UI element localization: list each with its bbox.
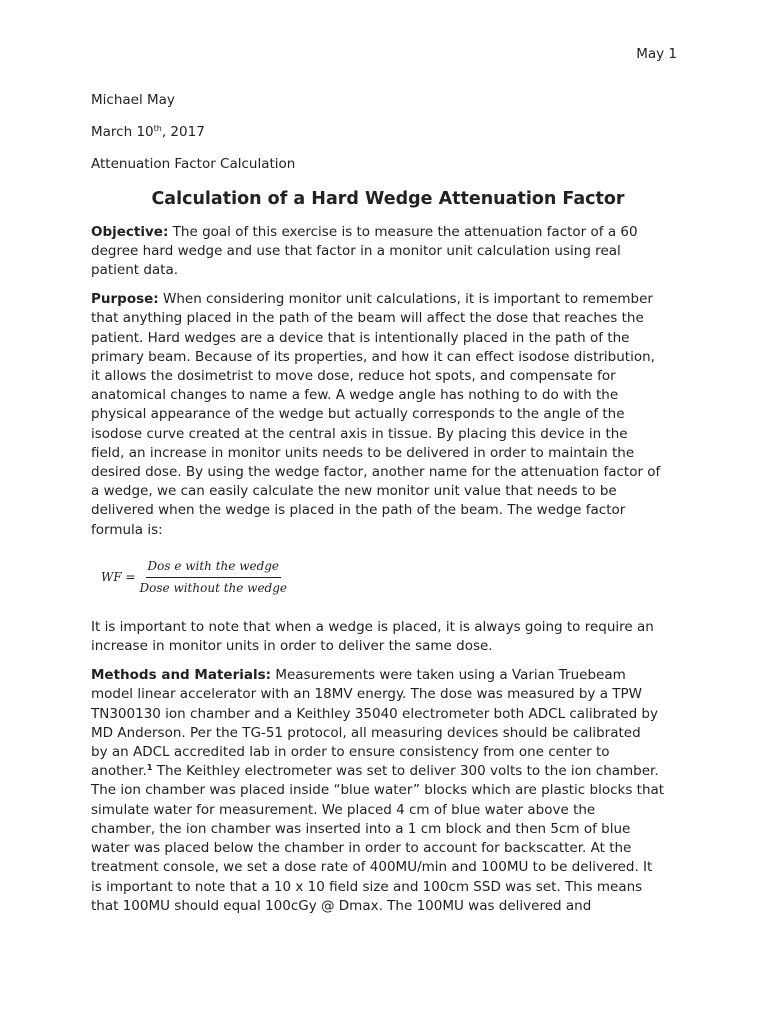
purpose-line: isodose curve created at the central axis in tissue. By placing this device in the <box>91 425 628 442</box>
formula-denominator: Dose without the wedge <box>139 581 288 596</box>
purpose-line: physical appearance of the wedge but actually corresponds to the angle of the <box>91 406 625 423</box>
objective-line: degree hard wedge and use that factor in a monitor unit calculation using real <box>91 242 621 259</box>
purpose-line: patient. Hard wedges are a device that is intentionally placed in the path of the <box>91 329 630 346</box>
note-line: It is important to note that when a wedge is placed, it is always going to require an <box>91 618 654 635</box>
purpose-line: primary beam. Because of its properties, and how it can effect isodose distribution, <box>91 348 655 365</box>
wedge-factor-formula <box>101 550 685 606</box>
methods-line: chamber, the ion chamber was inserted into a 1 cm block and then 5cm of blue <box>91 820 631 837</box>
methods-line: treatment console, we set a dose rate of 400MU/min and 100MU to be delivered. It <box>91 859 653 876</box>
date-suffix: , 2017 <box>161 124 205 141</box>
methods-line: is important to note that a 10 x 10 field size and 100cm SSD was set. This means <box>91 878 643 895</box>
author-name: Michael May <box>91 92 175 108</box>
methods-line: TN300130 ion chamber and a Keithley 35040 electrometer both ADCL calibrated by <box>91 705 658 722</box>
objective-line <box>91 223 685 242</box>
objective-line: patient data. <box>91 262 179 279</box>
methods-line: that 100MU should equal 100cGy @ Dmax. The 100MU was delivered and <box>91 897 592 914</box>
formula-fraction <box>138 557 289 598</box>
running-head: May 1 <box>636 46 677 62</box>
formula-lhs: WF = <box>101 570 136 585</box>
methods-line <box>91 762 685 781</box>
footnote-reference[interactable]: 1 <box>146 763 153 773</box>
methods-line: by an ADCL accredited lab in order to ensure consistency from one center to <box>91 744 610 761</box>
purpose-label: Purpose: <box>91 291 159 308</box>
date-ordinal: th <box>153 124 162 134</box>
document-date <box>91 123 685 142</box>
methods-paragraph <box>91 666 685 916</box>
note-line: increase in monitor units in order to deliver the same dose. <box>91 638 493 655</box>
purpose-line: anatomical changes to name a few. A wedge angle has nothing to do with the <box>91 387 619 404</box>
date-prefix: March 10 <box>91 124 154 141</box>
purpose-paragraph <box>91 290 685 540</box>
methods-line: simulate water for measurement. We placed 4 cm of blue water above the <box>91 801 596 818</box>
footnote-line-prefix: another. <box>91 763 147 780</box>
document-title: Calculation of a Hard Wedge Attenuation Factor <box>151 188 625 209</box>
document-subject: Attenuation Factor Calculation <box>91 156 296 173</box>
purpose-line: desired dose. By using the wedge factor, another name for the attenuation factor of <box>91 464 661 481</box>
methods-line <box>91 666 685 685</box>
purpose-line: it allows the dosimetrist to move dose, reduce hot spots, and compensate for <box>91 368 616 385</box>
purpose-line: formula is: <box>91 521 163 538</box>
purpose-line <box>91 290 685 309</box>
note-paragraph <box>91 618 685 656</box>
objective-paragraph <box>91 223 685 281</box>
purpose-line: delivered when the wedge is placed in the path of the beam. The wedge factor <box>91 502 626 519</box>
formula-numerator: Dos e with the wedge <box>146 557 282 578</box>
document-body <box>91 91 685 926</box>
purpose-line: field, an increase in monitor units needs to be delivered in order to maintain the <box>91 444 635 461</box>
purpose-line: a wedge, we can easily calculate the new monitor unit value that needs to be <box>91 483 617 500</box>
methods-line: model linear accelerator with an 18MV energy. The dose was measured by a TPW <box>91 686 642 703</box>
methods-line: The ion chamber was placed inside “blue water” blocks which are plastic blocks that <box>91 782 665 799</box>
methods-line: water was placed below the chamber in order to account for backscatter. At the <box>91 840 632 857</box>
methods-label: Methods and Materials: <box>91 667 272 684</box>
objective-label: Objective: <box>91 223 169 240</box>
purpose-text: When considering monitor unit calculations, it is important to remember <box>158 291 653 308</box>
purpose-line: that anything placed in the path of the beam will affect the dose that reaches the <box>91 310 644 327</box>
methods-line: MD Anderson. Per the TG-51 protocol, all measuring devices should be calibrated <box>91 724 641 741</box>
objective-text: The goal of this exercise is to measure the attenuation factor of a 60 <box>168 223 638 240</box>
methods-text: Measurements were taken using a Varian Truebeam <box>271 667 626 684</box>
footnote-line-suffix: The Keithley electrometer was set to deliver 300 volts to the ion chamber. <box>152 763 659 780</box>
